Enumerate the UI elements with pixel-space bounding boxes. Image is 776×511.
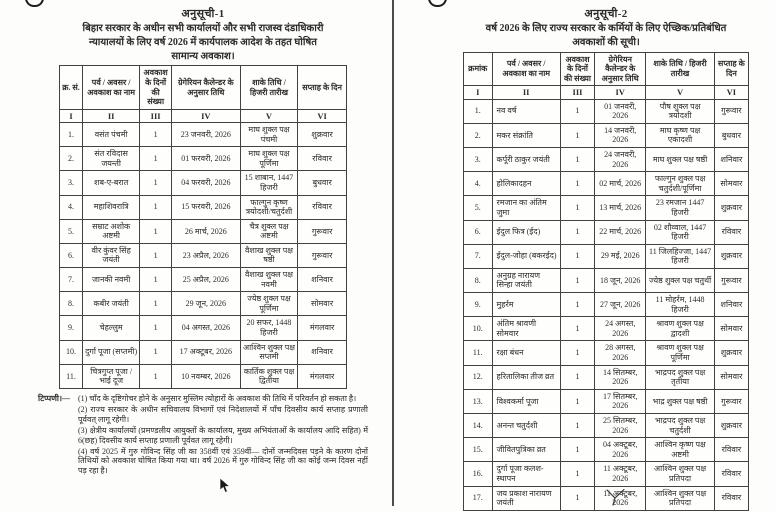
column-number: V xyxy=(646,86,714,99)
table-cell: 28 अगस्त, 2026 xyxy=(595,341,646,365)
column-number: VI xyxy=(714,86,748,99)
table-cell: 17 सितम्बर, 2026 xyxy=(595,389,646,413)
table-row xyxy=(60,122,347,146)
column-number: I xyxy=(60,109,83,122)
table-cell: 04 अगस्त, 2026 xyxy=(171,316,240,340)
column-header: ग्रेगेरियन कैलेन्डर के अनुसार तिथि xyxy=(171,66,240,109)
table-cell: रविवार xyxy=(298,195,347,219)
table-row xyxy=(464,389,749,413)
table-cell: माघ शुक्ल पक्ष पंचमी xyxy=(240,122,297,146)
table-cell: 13. xyxy=(464,389,493,413)
table-cell: अनुग्रह नारायण सिन्हा जयंती xyxy=(492,268,560,292)
table-cell: रविवार xyxy=(298,147,347,171)
table-cell: चित्रगुप्त पूजा / भाई दूज xyxy=(82,364,139,388)
table-cell: 27 जून, 2026 xyxy=(595,293,646,317)
table-cell: 4. xyxy=(464,172,493,196)
table-cell: 6. xyxy=(60,243,83,267)
page2-title: अनुसूची-2 xyxy=(584,8,628,20)
table-cell: 9. xyxy=(464,293,493,317)
table-cell: मंगलवार xyxy=(298,316,347,340)
column-header: पर्व / अवसर / अवकाश का नाम xyxy=(492,52,560,86)
page-2 xyxy=(398,0,776,511)
table-cell: भाद्रपद शुक्ल पक्ष तृतीया xyxy=(646,365,714,389)
table-row xyxy=(464,341,749,365)
table-cell: 1 xyxy=(560,341,594,365)
table-row xyxy=(60,219,347,243)
table-cell: 6. xyxy=(464,220,493,244)
table-head xyxy=(60,66,347,123)
table-cell: 1 xyxy=(560,365,594,389)
page2-subtitle-line: वर्ष 2026 के लिए राज्य सरकार के कर्मियों के लिए ऐच्छिक/प्रतिबंधित xyxy=(485,23,727,34)
table-row xyxy=(464,317,749,341)
table-cell: 1 xyxy=(560,147,594,171)
table-cell: मंगलवार xyxy=(298,364,347,388)
table-row xyxy=(464,220,749,244)
table-cell: 1 xyxy=(140,268,172,292)
column-number: IV xyxy=(171,109,240,122)
table-cell: होलिकादहन xyxy=(492,172,560,196)
column-number-row xyxy=(60,109,347,122)
table-cell: शनिवार xyxy=(298,268,347,292)
table-cell: 1 xyxy=(560,389,594,413)
footnote-item: (4) वर्ष 2025 में गुरु गोविन्द सिंह जी का 358वीं एवं 359वीं— दोनों जन्मदिवस पड़ने के कारण दोनों तिथियों को अवकाश घोषित किया गया था। वर्ष 2026 में गुरु गोविन्द सिंह जी का कोई जन्म दिवस नहीं पड़ रहा है। xyxy=(78,446,368,476)
table-cell: 9. xyxy=(60,316,83,340)
general-holidays-table xyxy=(59,65,347,389)
table-cell: 8. xyxy=(464,268,493,292)
table-cell: 17 अक्टूबर, 2026 xyxy=(171,340,240,364)
table-row xyxy=(464,244,749,268)
table-row xyxy=(60,364,347,388)
table-cell: गुरूवार xyxy=(298,243,347,267)
table-cell: 14 जनवरी, 2026 xyxy=(595,123,646,147)
table-row xyxy=(60,316,347,340)
table-cell: शुक्रवार xyxy=(714,341,748,365)
table-cell: गुरूवार xyxy=(714,389,748,413)
table-cell: रविवार xyxy=(714,438,748,462)
table-cell: 1 xyxy=(140,147,172,171)
column-header: सप्ताह के दिन xyxy=(714,52,748,86)
table-cell: गुरूवार xyxy=(298,219,347,243)
table-row xyxy=(60,171,347,195)
page1-subtitle-line: सामान्य अवकाश। xyxy=(171,50,235,62)
table-cell: 25 अप्रैल, 2026 xyxy=(171,268,240,292)
table-cell: 1 xyxy=(140,316,172,340)
table-row xyxy=(464,147,749,171)
column-number: III xyxy=(140,109,172,122)
table-head xyxy=(464,52,749,99)
table-body xyxy=(60,122,347,388)
table-cell: माघ शुक्ल पक्ष षष्ठी xyxy=(646,147,714,171)
table-cell: दुर्गा पूजा कलश-स्थापन xyxy=(492,462,560,486)
footnotes xyxy=(38,394,368,477)
table-cell: 1 xyxy=(140,243,172,267)
table-cell: कबीर जयंती xyxy=(82,292,139,316)
table-cell: शुक्रवार xyxy=(714,244,748,268)
table-cell: 11. xyxy=(60,364,83,388)
table-cell: अंतिम श्रावणी सोमवार xyxy=(492,317,560,341)
column-header: ग्रेगेरियन कैलेन्डर के अनुसार तिथि xyxy=(595,52,646,86)
table-cell: वैशाख शुक्ल पक्ष षष्ठी xyxy=(240,243,297,267)
table-cell: 4. xyxy=(60,195,83,219)
table-cell: 15 फरवरी, 2026 xyxy=(171,195,240,219)
column-number: IV xyxy=(595,86,646,99)
table-cell: गुरूवार xyxy=(714,268,748,292)
table-cell: सोमवार xyxy=(714,172,748,196)
table-cell: जय प्रकाश नारायण जयंती xyxy=(492,486,560,510)
table-cell: जीवितपुत्रिका व्रत xyxy=(492,438,560,462)
table-cell: 11 जिलहिज्जा, 1447 हिजरी xyxy=(646,244,714,268)
table-cell: मकर संक्रांति xyxy=(492,123,560,147)
table-cell: फाल्गुन कृष्ण त्रयोदशी/चतुर्दशी xyxy=(240,195,297,219)
table-cell: जानकी नवमी xyxy=(82,268,139,292)
column-number: II xyxy=(82,109,139,122)
table-cell: कार्तिक शुक्ल पक्ष द्वितीया xyxy=(240,364,297,388)
table-cell: 11 अक्टूबर, 2026 xyxy=(595,462,646,486)
table-cell: 10. xyxy=(60,340,83,364)
table-cell: 04 फरवरी, 2026 xyxy=(171,171,240,195)
table-row xyxy=(464,462,749,486)
footnote-item: (2) राज्य सरकार के अधीन सचिवालय विभागों एवं निदेशालयों में पाँच दिवसीय कार्य सप्ताह प्रणाली पूर्ववत् लागू रहेगी। xyxy=(78,404,368,424)
page1-title: अनुसूची-1 xyxy=(181,8,225,20)
table-cell: विश्वकर्मा पूजा xyxy=(492,389,560,413)
table-cell: 11 अक्टूबर, 2026 xyxy=(595,486,646,510)
table-cell: भाद्रपद शुक्ल पक्ष चतुर्दशी xyxy=(646,414,714,438)
column-header: शाके तिथि / हिजरी तारीख xyxy=(240,66,297,109)
table-cell: रमजान का अंतिम जुमा xyxy=(492,196,560,220)
footnote-item: (3) क्षेत्रीय कार्यालयों (प्रमण्डलीय आयुक्तों के कार्यालय, मुख्य अभियंताओं के कार्यालय आदि सहित) में 6(छह) दिवसीय कार्य सप्ताह प्रणाली पूर्ववत लागू रहेगी। xyxy=(78,425,368,445)
table-cell: 1 xyxy=(560,293,594,317)
table-cell: शुक्रवार xyxy=(298,122,347,146)
table-cell: 7. xyxy=(60,268,83,292)
table-row xyxy=(464,99,749,123)
table-cell: 7. xyxy=(464,244,493,268)
table-cell: 01 फरवरी, 2026 xyxy=(171,147,240,171)
table-cell: 1 xyxy=(140,340,172,364)
column-number: V xyxy=(240,109,297,122)
table-cell: ईदुल फित्र (ईद) xyxy=(492,220,560,244)
column-header: क्र. सं. xyxy=(60,66,83,109)
table-cell: 11. xyxy=(464,341,493,365)
table-cell: 3. xyxy=(60,171,83,195)
table-cell: चेहल्लुम xyxy=(82,316,139,340)
table-cell: संत रविदास जयन्ती xyxy=(82,147,139,171)
table-row xyxy=(60,292,347,316)
table-cell: वसंत पंचमी xyxy=(82,122,139,146)
table-cell: आश्विन शुक्ल पक्ष प्रतिपदा xyxy=(646,462,714,486)
table-cell: 2. xyxy=(464,123,493,147)
table-cell: अनन्त चतुर्दशी xyxy=(492,414,560,438)
table-cell: 04 अक्टूबर, 2026 xyxy=(595,438,646,462)
table-cell: 17. xyxy=(464,486,493,510)
column-header: क्रमांक xyxy=(464,52,493,86)
table-row xyxy=(464,293,749,317)
table-cell: आश्विन शुक्ल पक्ष सप्तमी xyxy=(240,340,297,364)
table-cell: माघ शुक्ल पक्ष पूर्णिमा xyxy=(240,147,297,171)
table-cell: सोमवार xyxy=(714,317,748,341)
table-cell: शुक्रवार xyxy=(714,414,748,438)
table-cell: 23 रमजान 1447 हिजरी xyxy=(646,196,714,220)
table-cell: 1 xyxy=(560,220,594,244)
table-cell: सम्राट अशोक अष्टमी xyxy=(82,219,139,243)
table-cell: ज्येष्ठ शुक्ल पक्ष चतुर्थी xyxy=(646,268,714,292)
table-cell: ज्येष्ठ शुक्ल पक्ष पूर्णिमा xyxy=(240,292,297,316)
table-row xyxy=(60,147,347,171)
table-cell: 11 मोहर्रम, 1448 हिजरी xyxy=(646,293,714,317)
table-cell: 1 xyxy=(560,244,594,268)
table-cell: रविवार xyxy=(714,462,748,486)
table-cell: 1 xyxy=(140,122,172,146)
column-header: पर्व / अवसर / अवकाश का नाम xyxy=(82,66,139,109)
table-cell: शनिवार xyxy=(298,340,347,364)
table-row xyxy=(464,414,749,438)
table-cell: 23 जनवरी, 2026 xyxy=(171,122,240,146)
table-cell: 1. xyxy=(60,122,83,146)
table-cell: 10. xyxy=(464,317,493,341)
optional-holidays-table xyxy=(463,52,749,511)
column-header: अवकाश के दिनों की संख्या xyxy=(560,52,594,86)
table-cell: 1 xyxy=(560,414,594,438)
table-cell: 24 अगस्त, 2026 xyxy=(595,317,646,341)
table-cell: शनिवार xyxy=(714,293,748,317)
column-number: VI xyxy=(298,109,347,122)
table-cell: 15. xyxy=(464,438,493,462)
table-cell: 2. xyxy=(60,147,83,171)
table-cell: 1 xyxy=(560,123,594,147)
footnotes-body xyxy=(74,394,368,477)
table-cell: 5. xyxy=(60,219,83,243)
table-cell: माघ कृष्ण पक्ष एकादशी xyxy=(646,123,714,147)
table-cell: आश्विन शुक्ल पक्ष प्रतिपदा xyxy=(646,486,714,510)
table-cell: 1 xyxy=(560,486,594,510)
table-cell: शब-ए-बरात xyxy=(82,171,139,195)
table-cell: 14. xyxy=(464,414,493,438)
table-row xyxy=(464,365,749,389)
table-cell: महाशिवरात्रि xyxy=(82,195,139,219)
table-cell: शुक्रवार xyxy=(714,196,748,220)
table-cell: 23 अप्रैल, 2026 xyxy=(171,243,240,267)
table-cell: 1 xyxy=(140,219,172,243)
table-cell: 24 जनवरी, 2026 xyxy=(595,147,646,171)
table-cell: 20 सफर, 1448 हिजरी xyxy=(240,316,297,340)
table-cell: भाद्र शुक्ल पक्ष षष्ठी xyxy=(646,389,714,413)
table-row xyxy=(60,195,347,219)
table-body xyxy=(464,99,749,510)
table-cell: गुरूवार xyxy=(714,99,748,123)
table-cell: हरितालिका तीज व्रत xyxy=(492,365,560,389)
table-cell: 16. xyxy=(464,462,493,486)
table-cell: वीर कुंवर सिंह जयंती xyxy=(82,243,139,267)
table-cell: 25 सितम्बर, 2026 xyxy=(595,414,646,438)
page1-subtitle-line: न्यायालयों के लिए वर्ष 2026 में कार्यपालक आदेश के तहत घोषित xyxy=(89,36,317,48)
table-cell: 18 जून, 2026 xyxy=(595,268,646,292)
table-cell: रविवार xyxy=(714,486,748,510)
column-header: अवकाश के दिनों की संख्या xyxy=(140,66,172,109)
table-cell: सोमवार xyxy=(298,292,347,316)
table-cell: 1 xyxy=(560,99,594,123)
table-cell: 14 सितम्बर, 2026 xyxy=(595,365,646,389)
page1-subtitle xyxy=(38,22,368,63)
page1-subtitle-line: बिहार सरकार के अधीन सभी कार्यालयों और सभी राजस्व दंडाधिकारी xyxy=(82,23,324,34)
table-cell: 1 xyxy=(560,317,594,341)
table-cell: दुर्गा पूजा (सप्तमी) xyxy=(82,340,139,364)
table-cell: 29 मई, 2026 xyxy=(595,244,646,268)
mouse-cursor-icon xyxy=(219,477,231,495)
table-row xyxy=(464,438,749,462)
table-cell: 5. xyxy=(464,196,493,220)
column-header: सप्ताह के दिन xyxy=(298,66,347,109)
table-cell: पौष शुक्ल पक्ष त्रयोदशी xyxy=(646,99,714,123)
table-cell: चैत्र शुक्ल पक्ष अष्टमी xyxy=(240,219,297,243)
table-cell: श्रावण शुक्ल पक्ष पूर्णिमा xyxy=(646,341,714,365)
table-cell: 1 xyxy=(560,196,594,220)
page-divider xyxy=(392,0,394,506)
footnotes-label: टिप्पणी।— xyxy=(38,394,70,404)
table-cell: 3. xyxy=(464,147,493,171)
table-cell: 1 xyxy=(560,438,594,462)
table-row xyxy=(464,123,749,147)
table-cell: 1 xyxy=(560,172,594,196)
table-row xyxy=(60,243,347,267)
table-row xyxy=(464,172,749,196)
footnote-item: (1) चाँद के दृष्टिगोचर होने के अनुसार मुस्लिम त्योहारों के अवकाश की तिथि में परिवर्तन हो सकता है। xyxy=(78,394,357,404)
table-cell: 1 xyxy=(560,268,594,292)
table-cell: 13 मार्च, 2026 xyxy=(595,196,646,220)
table-row xyxy=(464,196,749,220)
table-cell: नव वर्ष xyxy=(492,99,560,123)
table-cell: रक्षा बंधन xyxy=(492,341,560,365)
table-cell: 02 शौव्वाल, 1447 हिजरी xyxy=(646,220,714,244)
table-row xyxy=(60,268,347,292)
table-cell: वैशाख शुक्ल पक्ष नवमी xyxy=(240,268,297,292)
table-cell: 10 नवम्बर, 2026 xyxy=(171,364,240,388)
table-cell: श्रावण शुक्ल पक्ष द्वादशी xyxy=(646,317,714,341)
table-cell: कर्पूरी ठाकुर जयंती xyxy=(492,147,560,171)
table-cell: 1 xyxy=(140,292,172,316)
table-cell: 12. xyxy=(464,365,493,389)
column-number: I xyxy=(464,86,493,99)
table-cell: 1 xyxy=(140,364,172,388)
table-cell: 15 शाबान, 1447 हिजरी xyxy=(240,171,297,195)
table-cell: 1. xyxy=(464,99,493,123)
column-number: II xyxy=(492,86,560,99)
column-header: शाके तिथि / हिजरी तारीख xyxy=(646,52,714,86)
table-row xyxy=(60,340,347,364)
column-number: III xyxy=(560,86,594,99)
table-cell: 22 मार्च, 2026 xyxy=(595,220,646,244)
table-row xyxy=(464,268,749,292)
table-cell: शनिवार xyxy=(714,147,748,171)
table-cell: सोमवार xyxy=(714,365,748,389)
table-cell: बुधवार xyxy=(298,171,347,195)
table-cell: 01 जनवरी, 2026 xyxy=(595,99,646,123)
table-cell: बुधवार xyxy=(714,123,748,147)
table-cell: मुहर्रम xyxy=(492,293,560,317)
header-row xyxy=(60,66,347,109)
page2-subtitle xyxy=(456,22,756,50)
table-cell: ईदुल-जोहा (बकरईद) xyxy=(492,244,560,268)
table-cell: फाल्गुन शुक्ल पक्ष चतुर्दशी/पूर्णिमा xyxy=(646,172,714,196)
table-cell: 1 xyxy=(140,171,172,195)
pen-tick-mark xyxy=(606,489,626,506)
table-cell: 29 जून, 2026 xyxy=(171,292,240,316)
table-cell: 8. xyxy=(60,292,83,316)
table-cell: आश्विन कृष्ण पक्ष अष्टमी xyxy=(646,438,714,462)
table-cell: रविवार xyxy=(714,220,748,244)
table-cell: 1 xyxy=(140,195,172,219)
table-cell: 26 मार्च, 2026 xyxy=(171,219,240,243)
page2-subtitle-line: अवकाशों की सूची। xyxy=(572,36,640,48)
header-row xyxy=(464,52,749,86)
table-cell: 02 मार्च, 2026 xyxy=(595,172,646,196)
column-number-row xyxy=(464,86,749,99)
table-cell: 1 xyxy=(560,462,594,486)
